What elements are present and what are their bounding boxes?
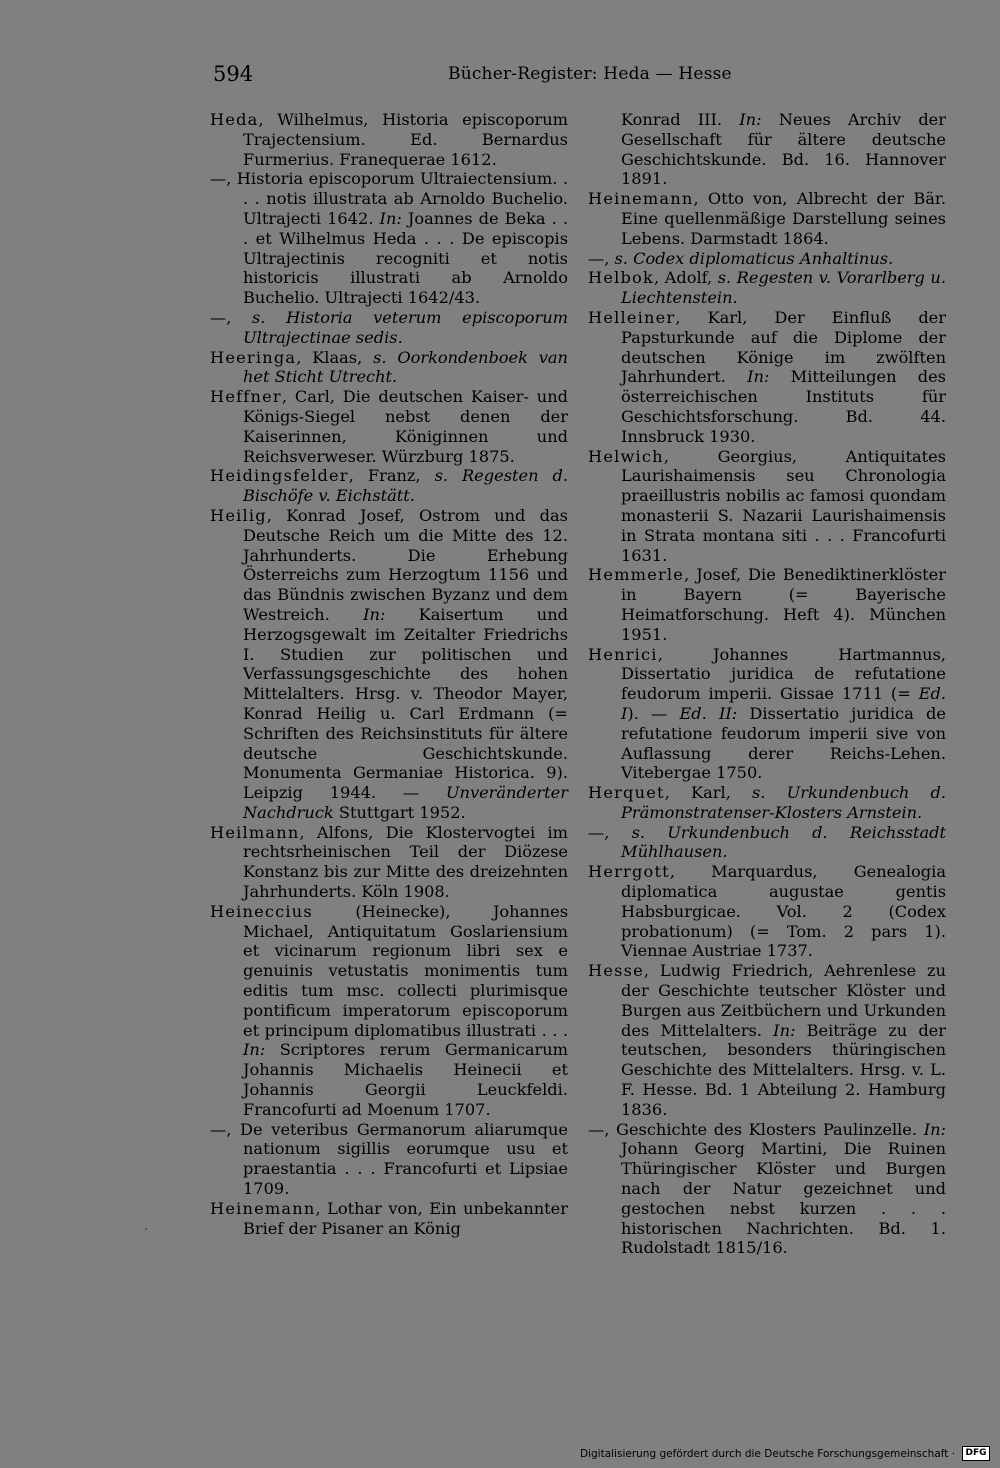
entry-author: Heilig: [210, 505, 267, 525]
entry-italic-text: s. Urkundenbuch d. Prämonstratenser-Klosters Arnstein.: [621, 783, 946, 822]
entry-author: Heinemann: [588, 189, 694, 209]
entry-italic-text: In:: [363, 604, 386, 624]
entry-text: , Otto von, Albrecht der Bär. Eine quellenmäßige Darstellung seines Lebens. Darmstadt 1864.: [621, 189, 946, 248]
entry-italic-text: s. Regesten d. Bischöfe v. Eichstätt.: [243, 466, 568, 506]
entry-text: Stuttgart 1952.: [333, 802, 466, 822]
entry-text: Beiträge zu der teutschen, besonders thüringischen Geschichte des Mittelalters. Hrsg. v. L. F. Hesse. Bd. 1 Abteilung 2. Hamburg 1836.: [621, 1020, 947, 1119]
entry-text: Neues Archiv der Gesellschaft für ältere deutsche Geschichtskunde. Bd. 16. Hannover 1891.: [621, 110, 947, 189]
footer-credit: Digitalisierung gefördert durch die Deutsche Forschungsgemeinschaft ·: [580, 1448, 956, 1460]
entry-italic-text: s. Oorkondenboek van het Sticht Utrecht.: [243, 347, 568, 387]
entry-author: Heeringa: [210, 347, 297, 367]
entry-text: , Josef, Die Benediktinerklöster in Bayern (= Bayerische Heimatforschung. Heft 4). München 1951.: [621, 565, 946, 644]
register-entry: [588, 249, 946, 269]
register-entry: [588, 268, 946, 308]
entry-text: Johann Georg Martini, Die Ruinen Thüringischer Klöster und Burgen nach der Natur gezeichnet und gestochen nebst kurzen . . . historischen Nachrichten. Bd. 1. Rudolstadt 1815/16.: [621, 1139, 946, 1258]
register-entry: [210, 110, 568, 169]
page-number: 594: [213, 62, 254, 86]
entry-author: Herquet: [588, 783, 665, 803]
entry-author: Heilmann: [210, 822, 300, 842]
register-entry: [588, 308, 946, 447]
entry-text: , Alfons, Die Klostervogtei im rechtsrheinischen Teil der Diözese Konstanz bis zur Mitte des dreizehnten Jahrhunderts. Köln 1908.: [243, 822, 568, 902]
register-entry: [210, 348, 568, 388]
entry-italic-text: In:: [773, 1020, 796, 1040]
entry-author: Heda: [210, 110, 259, 129]
entry-author: Heidingsfelder: [210, 466, 349, 486]
entry-author: Helwich: [588, 446, 664, 466]
register-entry: [588, 189, 946, 248]
entry-text: , Adolf,: [654, 268, 718, 288]
entry-text: ). —: [627, 703, 680, 723]
entry-italic-text: Ed. I: [621, 684, 946, 723]
scan-speck: [145, 1228, 147, 1230]
left-column: [210, 110, 568, 1238]
entry-text: Scriptores rerum Germanicarum Johannis Michaelis Heinecii et Johannis Georgii Leuckfeldi. Francofurti ad Moenum 1707.: [243, 1040, 568, 1119]
entry-author: Helleiner: [588, 307, 676, 327]
entry-italic-text: In:: [243, 1040, 266, 1060]
register-entry: [588, 862, 946, 961]
entry-text: , Klaas,: [296, 347, 374, 367]
entry-italic-text: In:: [923, 1119, 946, 1139]
entry-text: Joannes de Beka . . . et Wilhelmus Heda . . . De episcopis Ultrajectinis recogniti et notis historicis illustrati ab Arnoldo Buchelio. Ultrajecti 1642/43.: [243, 208, 568, 308]
register-entry: [588, 565, 946, 644]
entry-text: , Konrad Josef, Ostrom und das Deutsche Reich um die Mitte des 12. Jahrhunderts. Die Erhebung Österreichs zum Herzogtum 1156 und das Bündnis zwischen Byzanz und dem Westreich.: [243, 505, 568, 624]
register-entry: [588, 447, 946, 566]
entry-text: Mitteilungen des österreichischen Instituts für Geschichtsforschung. Bd. 44. Innsbruck 1930.: [621, 367, 946, 446]
entry-text: , Georgius, Antiquitates Laurishaimensis seu Chronologia praeillustris nobilis ac famosi quondam monasterii S. Nazarii Laurishaimensis in Strata montana siti . . . Francofurti 1631.: [621, 446, 946, 565]
register-entry: [210, 506, 568, 823]
entry-text: —, Geschichte des Klosters Paulinzelle.: [588, 1119, 924, 1139]
entry-italic-text: Ed. II:: [679, 703, 738, 723]
entry-italic-text: s. Urkundenbuch d. Reichsstadt Mühlhausen.: [621, 822, 946, 862]
entry-text: Kaisertum und Herzogsgewalt im Zeitalter Friedrichs I. Studien zur politischen und Verfassungsgeschichte des hohen Mittelalters. Hrsg. v. Theodor Mayer, Konrad Heilig u. Carl Erdmann (= Schriften des Reichsinstituts für ältere deutsche Geschichtskunde. Monumenta Germaniae Historica. 9). Leipzig 1944. —: [243, 604, 568, 803]
register-entry: [210, 387, 568, 466]
entry-author: Heineccius: [210, 901, 313, 921]
entry-text: , Johannes Hartmannus, Dissertatio juridica de refutatione feudorum imperii. Gissae 1711 (=: [621, 644, 946, 704]
entry-italic-text: s. Regesten v. Vorarlberg u. Liechtenstein.: [621, 268, 946, 308]
entry-text: , Ludwig Friedrich, Aehrenlese zu der Geschichte teutscher Klöster und Burgen aus Zeitbüchern und Urkunden des Mittelalters.: [621, 961, 946, 1040]
entry-italic-text: In:: [739, 110, 762, 129]
register-entry: [588, 961, 946, 1119]
entry-text: , Carl, Die deutschen Kaiser- und Königs-Siegel nebst denen der Kaiserinnen, Königinnen und Reichsverweser. Würzburg 1875.: [243, 387, 568, 466]
entry-author: Herrgott: [588, 862, 670, 882]
entry-text: , Karl, Der Einfluß der Papsturkunde auf die Diplome der deutschen Könige im zwölften Jahrhundert.: [621, 307, 946, 387]
register-entry: [588, 783, 946, 823]
entry-author: Helbok: [588, 268, 654, 288]
register-entry: [210, 308, 568, 348]
entry-text: , Franz,: [348, 466, 435, 486]
register-entry: [588, 1120, 946, 1259]
entry-text: , Marquardus, Genealogia diplomatica augustae gentis Habsburgicae. Vol. 2 (Codex probationum) (= Tom. 2 pars 1). Viennae Austriae 1737.: [621, 862, 946, 961]
entry-text: —, Historia episcoporum Ultraiectensium. . . . notis illustrata ab Arnoldo Buchelio. Ultrajecti 1642.: [210, 169, 568, 228]
entry-text: Konrad III.: [621, 110, 740, 129]
entry-text: —,: [210, 307, 252, 327]
entry-author: Heinemann: [210, 1198, 316, 1218]
entry-text: , Wilhelmus, Historia episcoporum Trajectensium. Ed. Bernardus Furmerius. Franequerae 1612.: [243, 110, 568, 169]
register-entry: [210, 1120, 568, 1199]
entry-italic-text: In:: [379, 208, 402, 228]
right-column: [588, 110, 946, 1258]
register-entry: [588, 645, 946, 784]
entry-author: Hesse: [588, 961, 644, 981]
entry-text: —, De veteribus Germanorum aliarumque nationum sigillis eorumque usu et praestantia . . . Francofurti et Lipsiae 1709.: [210, 1119, 568, 1199]
entry-italic-text: Unveränderter Nachdruck: [243, 783, 568, 822]
register-entry: [210, 823, 568, 902]
register-entry: [210, 902, 568, 1120]
entry-text: , Karl,: [664, 783, 752, 803]
register-entry: [210, 169, 568, 308]
entry-italic-text: s. Historia veterum episcoporum Ultrajectinae sedis.: [243, 307, 568, 347]
entry-italic-text: In:: [747, 367, 770, 387]
register-entry: [588, 823, 946, 863]
entry-author: Heffner: [210, 387, 282, 407]
dfg-logo: DFG: [962, 1446, 990, 1461]
entry-text: Dissertatio juridica de refutatione feudorum imperii sive von Auflassung derer Reichs-Lehen. Vitebergae 1750.: [621, 703, 946, 783]
running-head: Bücher-Register: Heda — Hesse: [448, 64, 732, 84]
register-entry: [210, 466, 568, 506]
entry-author: Hemmerle: [588, 565, 685, 585]
entry-text: —,: [588, 248, 615, 268]
entry-italic-text: s. Codex diplomaticus Anhaltinus.: [614, 248, 894, 268]
entry-author: Henrici: [588, 644, 658, 664]
entry-text: (Heinecke), Johannes Michael, Antiquitatum Goslariensium et vicinarum regionum libri sex e genuinis vetustatis monimentis tum editis tum msc. collecti plurimisque pontificum imperatorum episcoporum et principum diplomatibus illustrati . . .: [243, 901, 568, 1040]
register-entry: [588, 110, 946, 189]
entry-text: —,: [588, 822, 632, 842]
entry-text: , Lothar von, Ein unbekannter Brief der Pisaner an König: [243, 1198, 568, 1238]
register-entry: [210, 1199, 568, 1239]
